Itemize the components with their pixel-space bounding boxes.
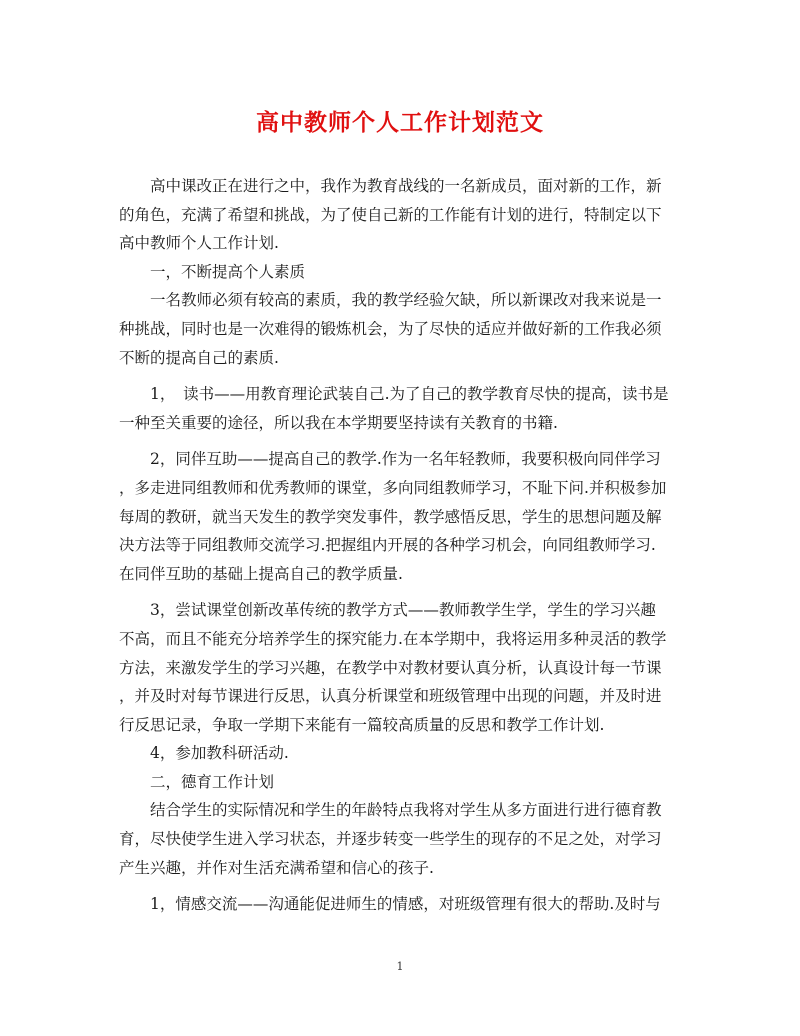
paragraph-line: 不断的提高自己的素质. xyxy=(119,348,279,367)
paragraph-line: 的角色，充满了希望和挑战，为了使自己新的工作能有计划的进行，特制定以下 xyxy=(119,205,662,224)
paragraph-line: 育，尽快使学生进入学习状态，并逐步转变一些学生的现存的不足之处，对学习 xyxy=(119,830,662,849)
paragraph-line: ，多走进同组教师和优秀教师的课堂，多向同组教师学习，不耻下问.并积极参加 xyxy=(119,478,667,497)
paragraph-line: 种挑战，同时也是一次难得的锻炼机会，为了尽快的适应并做好新的工作我必须 xyxy=(119,319,662,338)
paragraph-line: 3，尝试课堂创新改革传统的教学方式——教师教学生学，学生的学习兴趣 xyxy=(119,601,656,620)
paragraph-line: 一名教师必须有较高的素质，我的教学经验欠缺，所以新课改对我来说是一 xyxy=(119,291,662,310)
paragraph-line: 高中教师个人工作计划. xyxy=(119,234,279,253)
paragraph-line: 在同伴互助的基础上提高自己的教学质量. xyxy=(119,564,403,583)
paragraph-line: 高中课改正在进行之中，我作为教育战线的一名新成员，面对新的工作，新 xyxy=(119,177,662,195)
paragraph-line: ，并及时对每节课进行反思，认真分析课堂和班级管理中出现的问题，并及时进 xyxy=(119,687,662,706)
paragraph-line: 一种至关重要的途径，所以我在本学期要坚持读有关教育的书籍. xyxy=(119,413,558,432)
paragraph-line: 结合学生的实际情况和学生的年龄特点我将对学生从多方面进行进行德育教 xyxy=(119,801,662,820)
document-title: 高中教师个人工作计划范文 xyxy=(256,110,544,136)
paragraph-line: 方法，来激发学生的学习兴趣，在教学中对教材要认真分析，认真设计每一节课 xyxy=(119,658,662,677)
paragraph-line: 行反思记录，争取一学期下来能有一篇较高质量的反思和教学工作计划. xyxy=(119,715,605,734)
paragraph-line: 不高，而且不能充分培养学生的探究能力.在本学期中，我将运用多种灵活的教学 xyxy=(119,629,667,648)
document-body xyxy=(119,172,681,919)
paragraph-line: 2，同伴互助——提高自己的教学.作为一名年轻教师，我要积极向同伴学习 xyxy=(119,450,661,469)
paragraph-line: 决方法等于同组教师交流学习.把握组内开展的各种学习机会，向同组教师学习. xyxy=(119,536,656,555)
page-number: 1 xyxy=(396,960,404,973)
paragraph-line: 1，情感交流——沟通能促进师生的情感，对班级管理有很大的帮助.及时与 xyxy=(119,895,661,914)
section-heading: 二，德育工作计划 xyxy=(119,772,275,791)
paragraph-line: 每周的教研，就当天发生的教学突发事件，教学感悟反思，学生的思想问题及解 xyxy=(119,507,662,526)
paragraph-line: 1， 读书——用教育理论武装自己.为了自己的教学教育尽快的提高，读书是 xyxy=(119,385,669,404)
paragraph-line: 产生兴趣，并作对生活充满希望和信心的孩子. xyxy=(119,858,434,877)
section-heading: 一，不断提高个人素质 xyxy=(119,262,306,281)
paragraph-line: 4，参加教科研活动. xyxy=(119,744,289,763)
